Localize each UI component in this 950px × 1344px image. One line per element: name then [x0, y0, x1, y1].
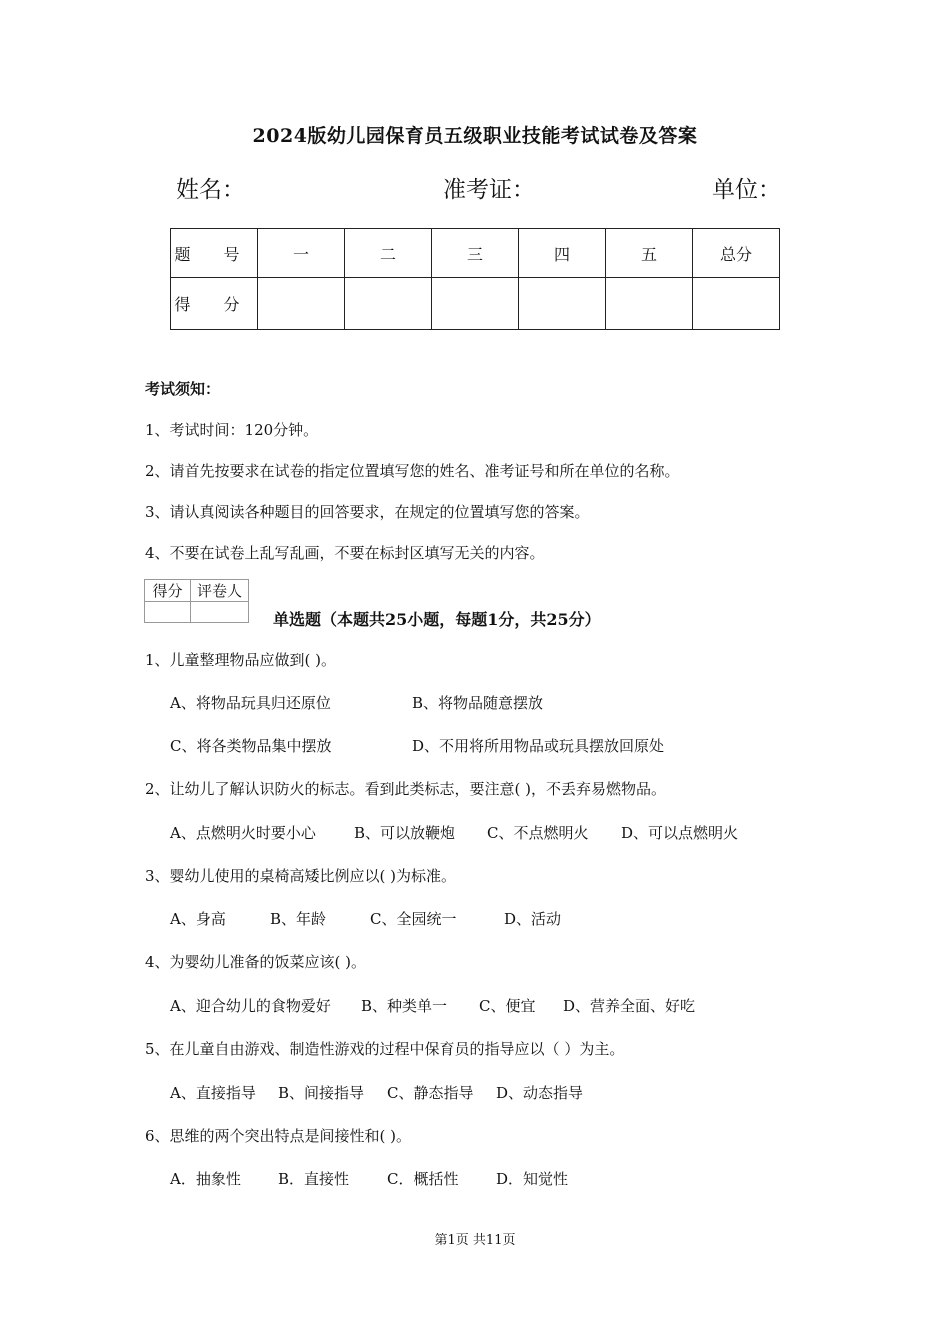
grader-score-cell[interactable]: [145, 602, 191, 623]
page-footer: 第1页 共11页: [434, 1233, 516, 1248]
answer-option[interactable]: D、动态指导: [496, 1084, 584, 1102]
score-cell-1[interactable]: [258, 278, 345, 330]
answer-option[interactable]: B、间接指导: [278, 1084, 365, 1102]
score-cell-3[interactable]: [432, 278, 519, 330]
score-cell-4[interactable]: [519, 278, 606, 330]
score-table-header-row: [171, 229, 780, 278]
answer-option[interactable]: A、将物品玩具归还原位: [170, 694, 331, 712]
question-stem: 3、婴幼儿使用的桌椅高矮比例应以( )为标准。: [145, 867, 457, 885]
answer-option[interactable]: B、年龄: [270, 910, 327, 928]
question-stem: 1、儿童整理物品应做到( )。: [145, 651, 337, 669]
answer-option[interactable]: A、迎合幼儿的食物爱好: [170, 997, 331, 1015]
answer-option[interactable]: C、便宜: [479, 997, 536, 1015]
document-title: 2024版幼儿园保育员五级职业技能考试试卷及答案: [252, 125, 698, 147]
score-cell-2[interactable]: [345, 278, 432, 330]
grader-score-label: 得分: [145, 580, 191, 602]
score-table: [170, 228, 780, 330]
answer-option[interactable]: A、直接指导: [170, 1084, 256, 1102]
answer-option[interactable]: B、可以放鞭炮: [354, 824, 456, 842]
question-stem: 5、在儿童自由游戏、制造性游戏的过程中保育员的指导应以（ ）为主。: [145, 1040, 625, 1058]
score-cell-5[interactable]: [606, 278, 693, 330]
question-stem: 6、思维的两个突出特点是间接性和( )。: [145, 1127, 412, 1145]
answer-option[interactable]: D、活动: [504, 910, 562, 928]
question-stem: 2、让幼儿了解认识防火的标志。看到此类标志，要注意( )，不丢弃易燃物品。: [145, 780, 667, 798]
answer-option[interactable]: B、将物品随意摆放: [412, 694, 544, 712]
answer-option[interactable]: D、可以点燃明火: [621, 824, 739, 842]
name-field-label: 姓名：: [176, 177, 245, 203]
answer-option[interactable]: D．知觉性: [496, 1170, 569, 1188]
answer-option[interactable]: A．抽象性: [170, 1170, 241, 1188]
grader-name-label: 评卷人: [191, 580, 249, 602]
section-2-header: 二: [345, 229, 432, 278]
section-5-header: 五: [606, 229, 693, 278]
unit-field-label: 单位：: [712, 177, 781, 203]
grader-name-cell[interactable]: [191, 602, 249, 623]
score-cell-total[interactable]: [693, 278, 780, 330]
instruction-item: 3、请认真阅读各种题目的回答要求，在规定的位置填写您的答案。: [145, 503, 590, 521]
answer-option[interactable]: D、营养全面、好吃: [563, 997, 696, 1015]
instruction-item: 4、不要在试卷上乱写乱画，不要在标封区填写无关的内容。: [145, 544, 545, 562]
instruction-item: 2、请首先按要求在试卷的指定位置填写您的姓名、准考证号和所在单位的名称。: [145, 462, 680, 480]
score-table-score-row: [171, 278, 780, 330]
exam-id-field-label: 准考证：: [443, 177, 535, 203]
question-number-label: 题 号: [171, 229, 258, 278]
section-1-header: 一: [258, 229, 345, 278]
instruction-item: 1、考试时间：120分钟。: [145, 421, 319, 439]
answer-option[interactable]: C、全园统一: [370, 910, 457, 928]
grader-table: [144, 579, 249, 623]
question-stem: 4、为婴幼儿准备的饭菜应该( )。: [145, 953, 367, 971]
section-3-header: 三: [432, 229, 519, 278]
answer-option[interactable]: A、身高: [170, 910, 226, 928]
section-4-header: 四: [519, 229, 606, 278]
score-label: 得 分: [171, 278, 258, 330]
answer-option[interactable]: C、静态指导: [387, 1084, 474, 1102]
answer-option[interactable]: A、点燃明火时要小心: [170, 824, 316, 842]
instructions-heading: 考试须知：: [145, 380, 221, 398]
total-header: 总分: [693, 229, 780, 278]
answer-option[interactable]: C、将各类物品集中摆放: [170, 737, 332, 755]
answer-option[interactable]: B．直接性: [278, 1170, 350, 1188]
answer-option[interactable]: D、不用将所用物品或玩具摆放回原处: [412, 737, 665, 755]
answer-option[interactable]: B、种类单一: [361, 997, 448, 1015]
section-title: 单选题（本题共25小题，每题1分，共25分）: [273, 610, 601, 629]
answer-option[interactable]: C．概括性: [387, 1170, 459, 1188]
answer-option[interactable]: C、不点燃明火: [487, 824, 589, 842]
